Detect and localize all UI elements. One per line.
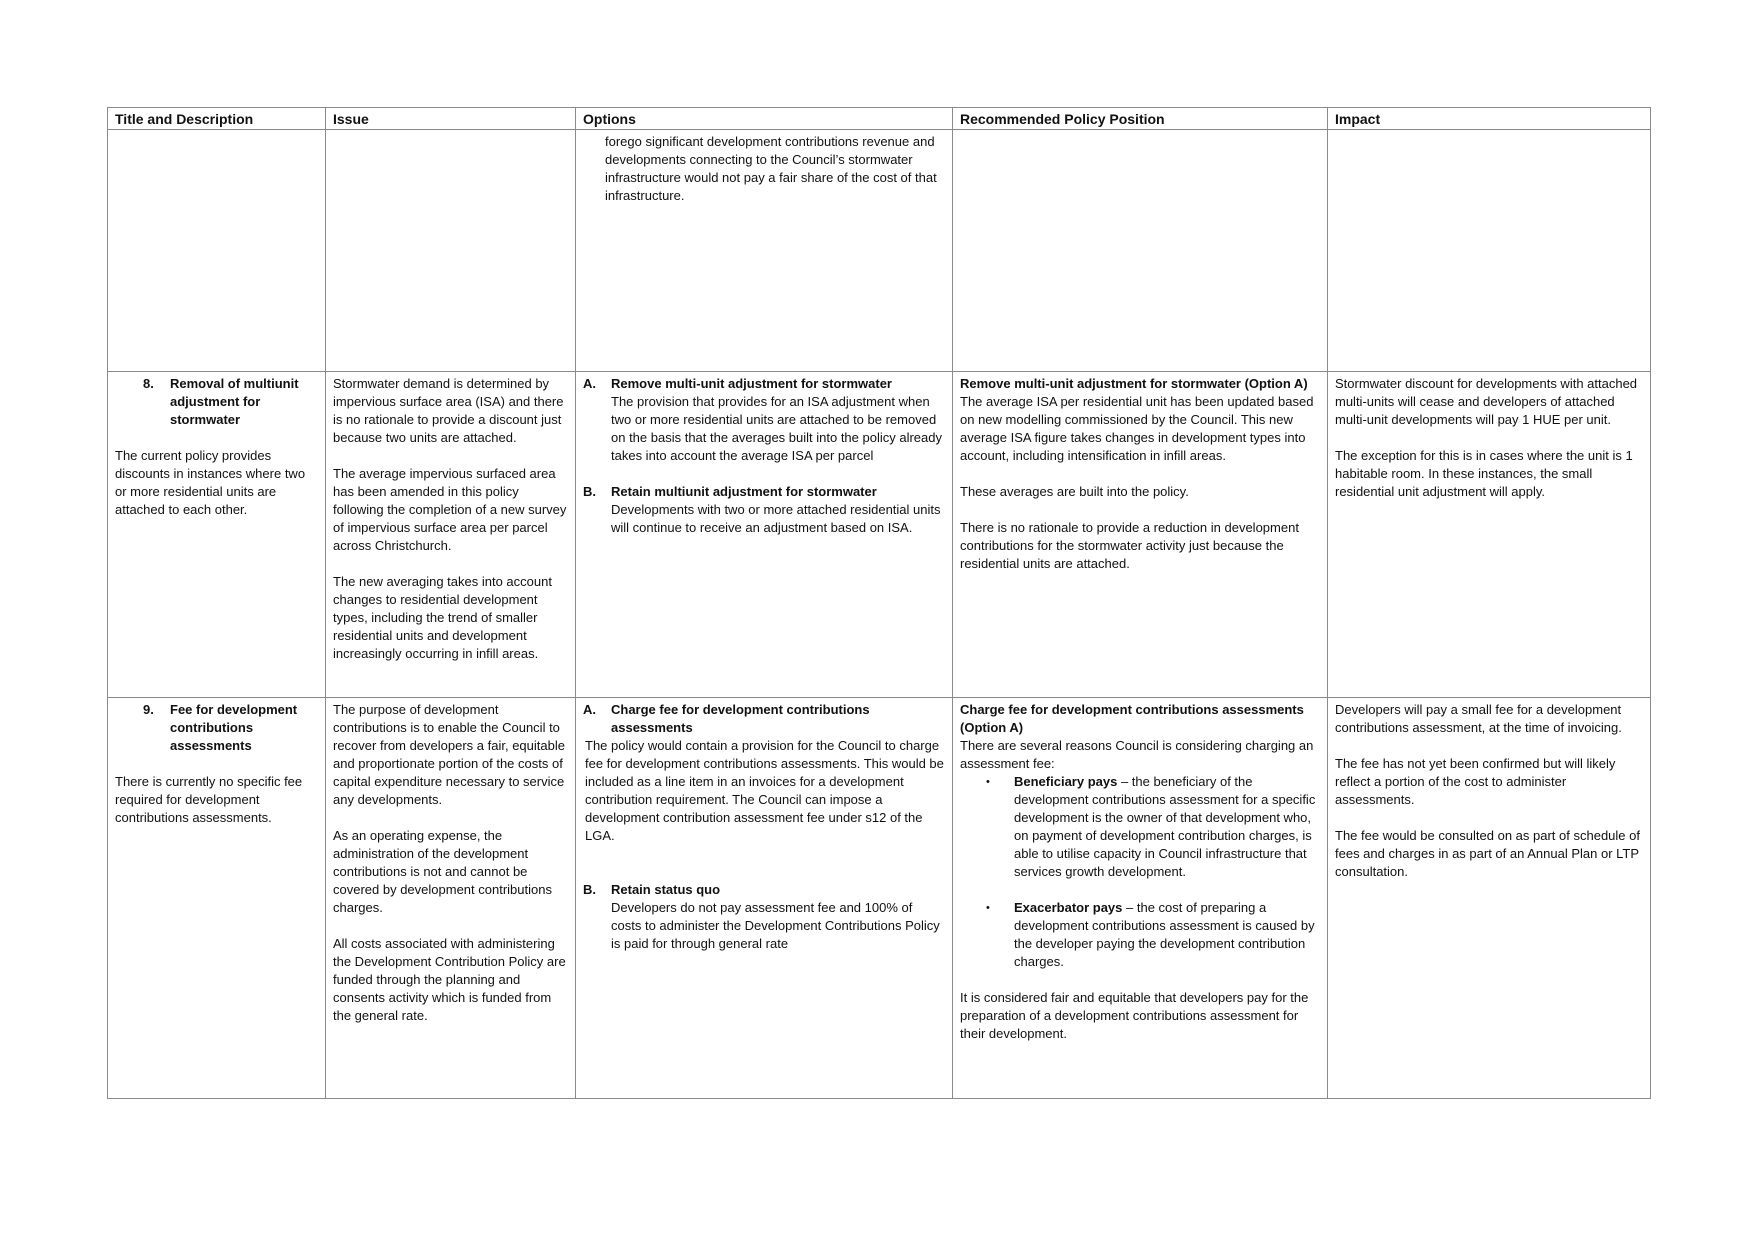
options-continuation-text: forego significant development contributions revenue and developments connecting to the Council’s stormwater infrastructure would not pay a fair share of the cost of that infrastructure. xyxy=(605,134,937,203)
option-heading xyxy=(583,375,945,393)
item-number: 9. xyxy=(143,702,154,717)
impact-paragraph: The exception for this is in cases where the unit is 1 habitable room. In these instances, the small residential unit adjustment will apply. xyxy=(1335,448,1633,499)
option-letter: B. xyxy=(583,882,596,897)
header-row xyxy=(108,108,1651,130)
header-issue: Issue xyxy=(326,108,576,130)
option-title: Retain multiunit adjustment for stormwater xyxy=(611,484,877,499)
cell-recommended-continuation xyxy=(953,130,1328,372)
item-title-8 xyxy=(143,375,318,429)
header-title-description: Title and Description xyxy=(108,108,326,130)
recommended-paragraph: These averages are built into the policy. xyxy=(960,484,1189,499)
cell-title-continuation xyxy=(108,130,326,372)
impact-paragraph: Developers will pay a small fee for a development contributions assessment, at the time of invoicing. xyxy=(1335,702,1622,735)
cell-recommended-9 xyxy=(953,698,1328,1099)
item-description: There is currently no specific fee required for development contributions assessments. xyxy=(115,774,303,825)
item-title-9 xyxy=(143,701,318,755)
option-heading xyxy=(583,881,945,899)
recommended-paragraph: There is no rationale to provide a reduction in development contributions for the stormwater activity just because the residential units are attached. xyxy=(960,520,1299,571)
option-letter: B. xyxy=(583,484,596,499)
option-body: The policy would contain a provision for the Council to charge fee for development contributions assessments. This would be included as a line item in an invoices for a development contribution requirement. The Council can impose a development contribution assessment fee under s12 of the LGA. xyxy=(585,738,944,843)
option-title: Retain status quo xyxy=(611,882,721,897)
bullet-icon: • xyxy=(986,776,990,788)
table-row-continuation xyxy=(108,130,1651,372)
item-description: The current policy provides discounts in instances where two or more residential units are attached to each other. xyxy=(115,448,306,517)
issue-paragraph: As an operating expense, the administration of the development contributions is not and cannot be covered by development contributions charges. xyxy=(333,828,552,915)
option-body: Developments with two or more attached residential units will continue to receive an adjustment based on ISA. xyxy=(611,502,941,535)
recommended-bullet-list xyxy=(960,773,1320,971)
impact-paragraph: The fee would be consulted on as part of schedule of fees and charges in as part of an Annual Plan or LTP consultation. xyxy=(1335,828,1640,879)
cell-impact-8 xyxy=(1328,372,1651,698)
table-row-9 xyxy=(108,698,1651,1099)
option-body: Developers do not pay assessment fee and 100% of costs to administer the Development Contributions Policy is paid for through general rate xyxy=(611,900,940,951)
cell-options-9 xyxy=(576,698,953,1099)
table-row-8 xyxy=(108,372,1651,698)
bullet-text: – the beneficiary of the development contributions assessment for a specific development is the owner of that development who, on payment of development contribution charges, is able to utilise capacity in Council infrastructure that services growth development. xyxy=(1014,774,1316,879)
bullet-icon: • xyxy=(986,902,990,914)
cell-recommended-8 xyxy=(953,372,1328,698)
option-title: Charge fee for development contributions assessments xyxy=(611,702,870,735)
recommended-title: Remove multi-unit adjustment for stormwater (Option A) xyxy=(960,376,1308,391)
policy-table xyxy=(107,107,1651,1099)
list-item xyxy=(986,899,1320,971)
header-recommended-policy: Recommended Policy Position xyxy=(953,108,1328,130)
cell-issue-continuation xyxy=(326,130,576,372)
issue-paragraph: All costs associated with administering the Development Contribution Policy are funded through the planning and consents activity which is funded from the general rate. xyxy=(333,936,566,1023)
bullet-text: – the cost of preparing a development contributions assessment is caused by the developer paying the development contribution charges. xyxy=(1014,900,1315,969)
impact-paragraph: Stormwater discount for developments with attached multi-units will cease and developers of attached multi-unit developments will pay 1 HUE per unit. xyxy=(1335,376,1638,427)
cell-options-8 xyxy=(576,372,953,698)
impact-paragraph: The fee has not yet been confirmed but will likely reflect a portion of the cost to administer assessments. xyxy=(1335,756,1616,807)
option-title: Remove multi-unit adjustment for stormwater xyxy=(611,376,892,391)
list-item xyxy=(986,773,1320,881)
issue-paragraph: The average impervious surfaced area has been amended in this policy following the completion of a new survey of impervious surface area per parcel across Christchurch. xyxy=(333,466,567,553)
option-heading xyxy=(583,701,945,737)
option-letter: A. xyxy=(583,376,596,391)
option-heading xyxy=(583,483,945,501)
cell-options-continuation xyxy=(576,130,953,372)
option-body: The provision that provides for an ISA adjustment when two or more residential units are attached to be removed on the basis that the averages built into the policy already takes into account the average ISA per parcel xyxy=(611,394,942,463)
item-title-text: Removal of multiunit adjustment for stormwater xyxy=(170,376,299,427)
recommended-intro: There are several reasons Council is considering charging an assessment fee: xyxy=(960,738,1314,771)
header-impact: Impact xyxy=(1328,108,1651,130)
cell-title-9 xyxy=(108,698,326,1099)
header-options: Options xyxy=(576,108,953,130)
recommended-title: Charge fee for development contributions assessments (Option A) xyxy=(960,702,1304,735)
option-letter: A. xyxy=(583,702,596,717)
cell-title-8 xyxy=(108,372,326,698)
item-title-text: Fee for development contributions assessments xyxy=(170,702,298,753)
cell-impact-continuation xyxy=(1328,130,1651,372)
bullet-bold-term: Beneficiary pays xyxy=(1014,774,1118,789)
item-number: 8. xyxy=(143,376,154,391)
issue-paragraph: The new averaging takes into account changes to residential development types, including the trend of smaller residential units and development increasingly occurring in infill areas. xyxy=(333,574,552,661)
cell-issue-9 xyxy=(326,698,576,1099)
recommended-closing: It is considered fair and equitable that developers pay for the preparation of a development contributions assessment for their development. xyxy=(960,990,1309,1041)
cell-issue-8 xyxy=(326,372,576,698)
bullet-bold-term: Exacerbator pays xyxy=(1014,900,1123,915)
issue-paragraph: Stormwater demand is determined by impervious surface area (ISA) and there is no rationale to provide a discount just because two units are attached. xyxy=(333,376,564,445)
cell-impact-9 xyxy=(1328,698,1651,1099)
issue-paragraph: The purpose of development contributions is to enable the Council to recover from developers a fair, equitable and proportionate portion of the costs of capital expenditure necessary to service any developments. xyxy=(333,702,565,807)
recommended-paragraph: The average ISA per residential unit has been updated based on new modelling commissioned by the Council. This new average ISA figure takes changes in development types into account, including intensification in infill areas. xyxy=(960,394,1314,463)
